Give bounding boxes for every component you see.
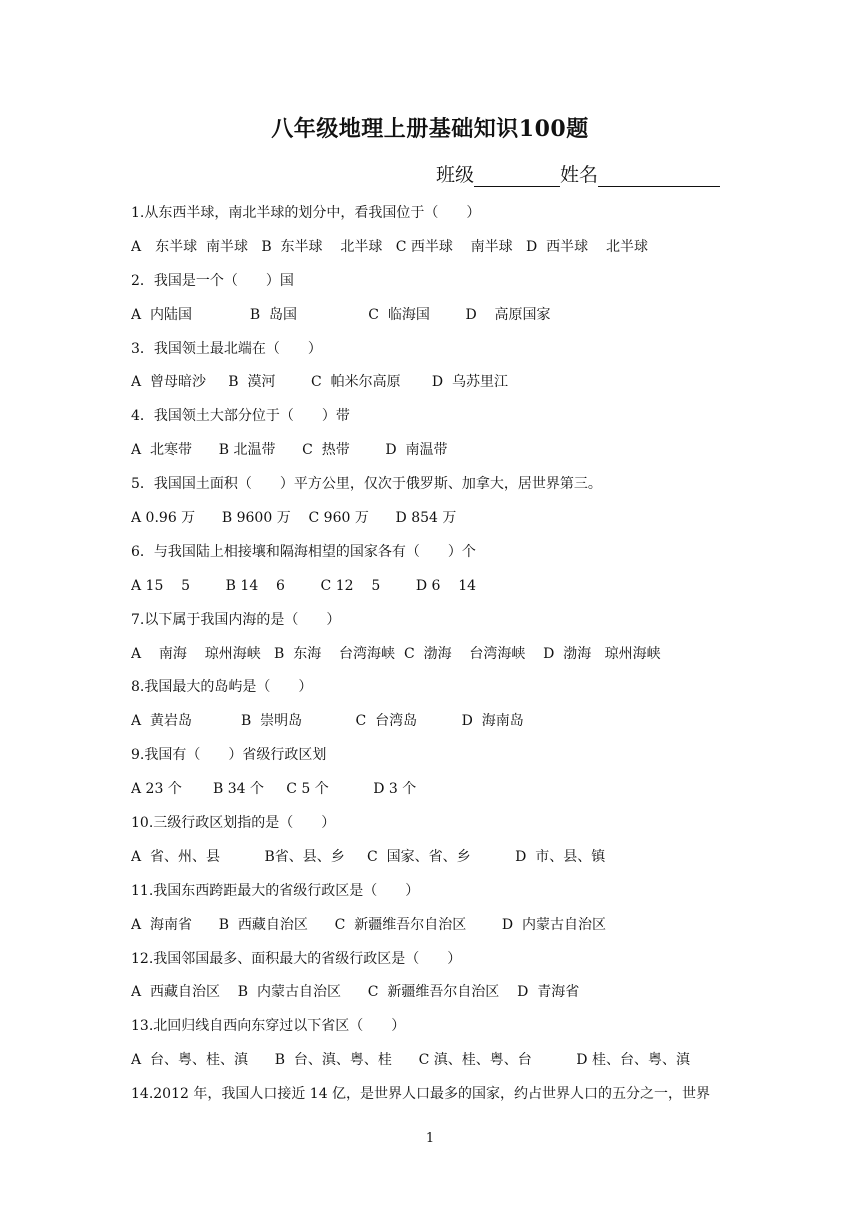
question-7: 7.以下属于我国内海的是（ ） [131,611,341,628]
options-11: A 海南省 B 西藏自治区 C 新疆维吾尔自治区 D 内蒙古自治区 [131,916,606,933]
question-10: 10.三级行政区划指的是（ ） [131,815,336,832]
question-2: 2．我国是一个（ ）国 [131,272,294,289]
options-8: A 黄岩岛 B 崇明岛 C 台湾岛 D 海南岛 [131,713,524,730]
options-4: A 北寒带 B 北温带 C 热带 D 南温带 [131,442,448,459]
question-list [131,200,741,1115]
page-title: 八年级地理上册基础知识100题 [271,116,589,142]
options-9: A 23 个 B 34 个 C 5 个 D 3 个 [131,781,417,798]
question-8: 8.我国最大的岛屿是（ ） [131,679,313,696]
question-9: 9.我国有（ ）省级行政区划 [131,747,327,764]
options-5: A 0.96 万 B 9600 万 C 960 万 D 854 万 [131,510,457,527]
options-10: A 省、州、县 B省、县、乡 C 国家、省、乡 D 市、县、镇 [131,848,606,865]
options-7: A 南海 琼州海峡 B 东海 台湾海峡 C 渤海 台湾海峡 D 渤海 琼州海峡 [131,645,661,662]
question-4: 4．我国领土大部分位于（ ）带 [131,408,350,425]
options-3: A 曾母暗沙 B 漠河 C 帕米尔高原 D 乌苏里江 [131,374,508,391]
page-number: 1 [425,1131,435,1146]
options-6: A 15 5 B 14 6 C 12 5 D 6 14 [131,577,477,594]
class-label: 班级 [436,164,475,186]
name-blank[interactable] [598,166,720,187]
name-label: 姓名 [560,164,599,186]
class-name-line [436,160,720,187]
question-11: 11.我国东西跨距最大的省级行政区是（ ） [131,882,420,899]
options-12: A 西藏自治区 B 内蒙古自治区 C 新疆维吾尔自治区 D 青海省 [131,984,580,1001]
class-blank[interactable] [474,166,560,187]
question-3: 3．我国领土最北端在（ ） [131,340,322,357]
options-2: A 内陆国 B 岛国 C 临海国 D 高原国家 [131,306,551,323]
options-1: A 东半球 南半球 B 东半球 北半球 C 西半球 南半球 D 西半球 北半球 [131,238,648,255]
question-13: 13.北回归线自西向东穿过以下省区（ ） [131,1018,406,1035]
question-12: 12.我国邻国最多、面积最大的省级行政区是（ ） [131,950,462,967]
question-14: 14.2012 年，我国人口接近 14 亿，是世界人口最多的国家，约占世界人口的五分之一，世界 [131,1086,711,1103]
options-13: A 台、粤、桂、滇 B 台、滇、粤、桂 C 滇、桂、粤、台 D 桂、台、粤、滇 [131,1052,690,1069]
question-6: 6．与我国陆上相接壤和隔海相望的国家各有（ ）个 [131,543,476,560]
question-5: 5．我国国土面积（ ）平方公里，仅次于俄罗斯、加拿大，居世界第三。 [131,476,602,493]
question-1: 1.从东西半球，南北半球的划分中，看我国位于（ ） [131,205,481,221]
